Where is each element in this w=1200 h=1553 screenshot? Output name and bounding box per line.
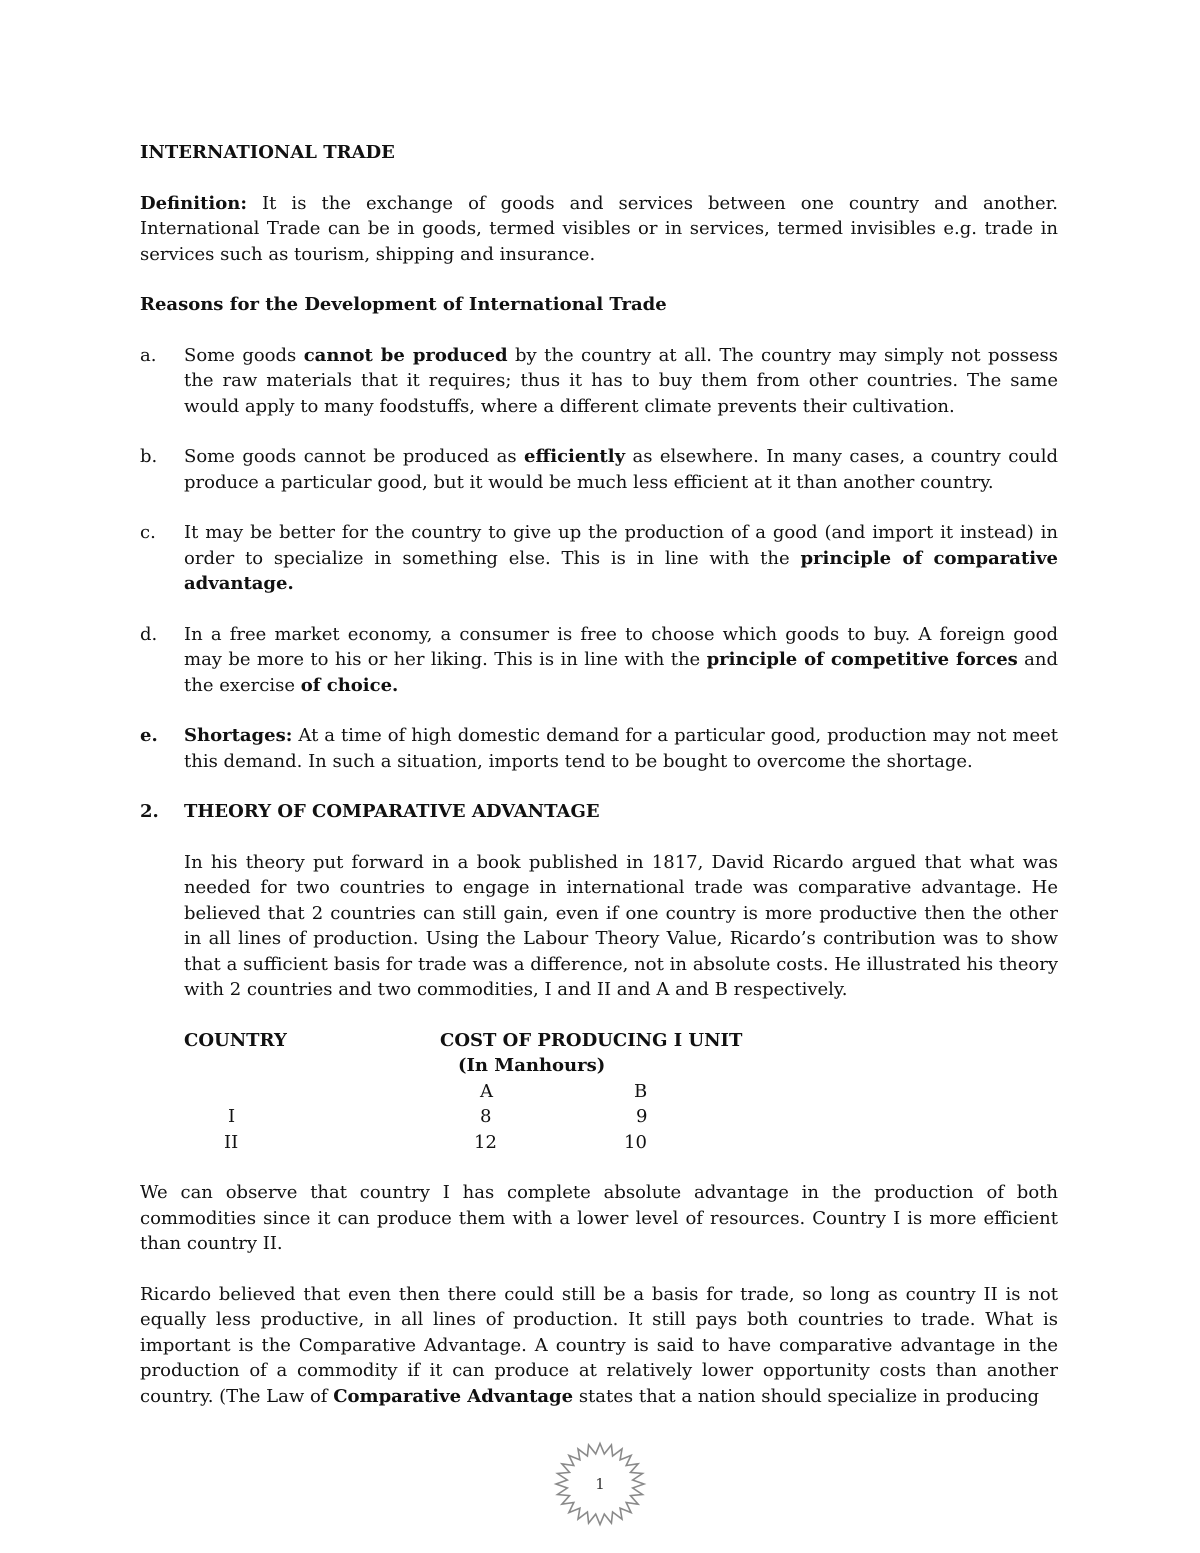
definition-paragraph xyxy=(140,191,1058,268)
ricardo-theory-paragraph: In his theory put forward in a book published in 1817, David Ricardo argued that what was needed for two countries to engage in international trade was comparative advantage. He believed that 2 countries can still gain, even if one country is more productive then the other in all lines of production. Using the Labour Theory Value, Ricardo’s contribution was to show that a sufficient basis for trade was a difference, not in absolute costs. He illustrated his theory with 2 countries and two commodities, I and II and A and B respectively. xyxy=(184,851,1058,1000)
table-subheader-row xyxy=(184,1053,826,1079)
document-title: INTERNATIONAL TRADE xyxy=(140,142,395,163)
table-row xyxy=(184,1130,826,1156)
reason-item-b xyxy=(140,444,1058,495)
section-number: 2. xyxy=(140,801,159,822)
reason-text: In a free market economy, a consumer is free to choose which goods to buy. A foreign good may be more to his or her liking. This is in line with the principle of competitive forces and the exercise of choice. xyxy=(184,623,1058,696)
cost-b-cell: 10 xyxy=(624,1131,647,1153)
reason-text: Shortages: At a time of high domestic demand for a particular good, production may not meet this demand. In such a situation, imports tend to be bought to overcome the shortage. xyxy=(184,725,1058,772)
list-marker: b. xyxy=(140,446,158,467)
column-header-country: COUNTRY xyxy=(184,1029,287,1051)
cost-table xyxy=(184,1028,826,1156)
good-label-a: A xyxy=(480,1080,493,1102)
country-cell: II xyxy=(224,1131,239,1153)
reason-item-d xyxy=(140,622,1058,699)
list-marker: e. xyxy=(140,725,158,746)
table-goods-row xyxy=(184,1079,826,1105)
absolute-advantage-paragraph: We can observe that country I has complete absolute advantage in the production of both commodities since it can produce them with a lower level of resources. Country I is more efficient than country II. xyxy=(140,1182,1058,1254)
cost-a-cell: 8 xyxy=(480,1106,492,1127)
reason-item-c xyxy=(140,520,1058,597)
reasons-heading: Reasons for the Development of International Trade xyxy=(140,294,667,315)
section-title: THEORY OF COMPARATIVE ADVANTAGE xyxy=(184,801,600,822)
list-marker: c. xyxy=(140,522,156,543)
comparative-advantage-paragraph: Ricardo believed that even then there could still be a basis for trade, so long as country II is not equally less productive, in all lines of production. It still pays both countries to trade. What is important is the Comparative Advantage. A country is said to have comparative advantage in the production of a commodity if it can produce at relatively lower opportunity costs than another country. (The Law of Comparative Advantage states that a nation should specialize in producing xyxy=(140,1283,1058,1407)
reason-item-a xyxy=(140,343,1058,420)
reason-text: It may be better for the country to give up the production of a good (and import it instead) in order to specialize in something else. This is in line with the principle of comparative advantage. xyxy=(184,522,1059,594)
reason-item-e xyxy=(140,723,1058,774)
country-cell: I xyxy=(228,1106,236,1127)
column-subheader-manhours: (In Manhours) xyxy=(458,1055,606,1076)
cost-a-cell: 12 xyxy=(474,1131,497,1153)
reason-text: Some goods cannot be produced as efficiently as elsewhere. In many cases, a country could produce a particular good, but it would be much less efficient at it than another country. xyxy=(184,446,1058,493)
document-page xyxy=(140,140,1058,1409)
list-marker: a. xyxy=(140,344,157,366)
section-2-heading xyxy=(140,799,1058,825)
table-header-row xyxy=(184,1028,826,1054)
column-header-cost: COST OF PRODUCING I UNIT xyxy=(440,1029,743,1051)
good-label-b: B xyxy=(634,1080,648,1102)
list-marker: d. xyxy=(140,623,158,645)
table-row xyxy=(184,1104,826,1130)
page-number: 1 xyxy=(595,1475,605,1493)
reason-text: Some goods cannot be produced by the country at all. The country may simply not possess the raw materials that it requires; thus it has to buy them from other countries. The same would apply to many foodstuffs, where a different climate prevents their cultivation. xyxy=(184,344,1058,417)
definition-label: Definition: xyxy=(140,192,247,214)
definition-text: It is the exchange of goods and services between one country and another. International Trade can be in goods, termed visibles or in services, termed invisibles e.g. trade in services such as tourism, shipping and insurance. xyxy=(140,192,1058,265)
cost-b-cell: 9 xyxy=(636,1106,648,1127)
